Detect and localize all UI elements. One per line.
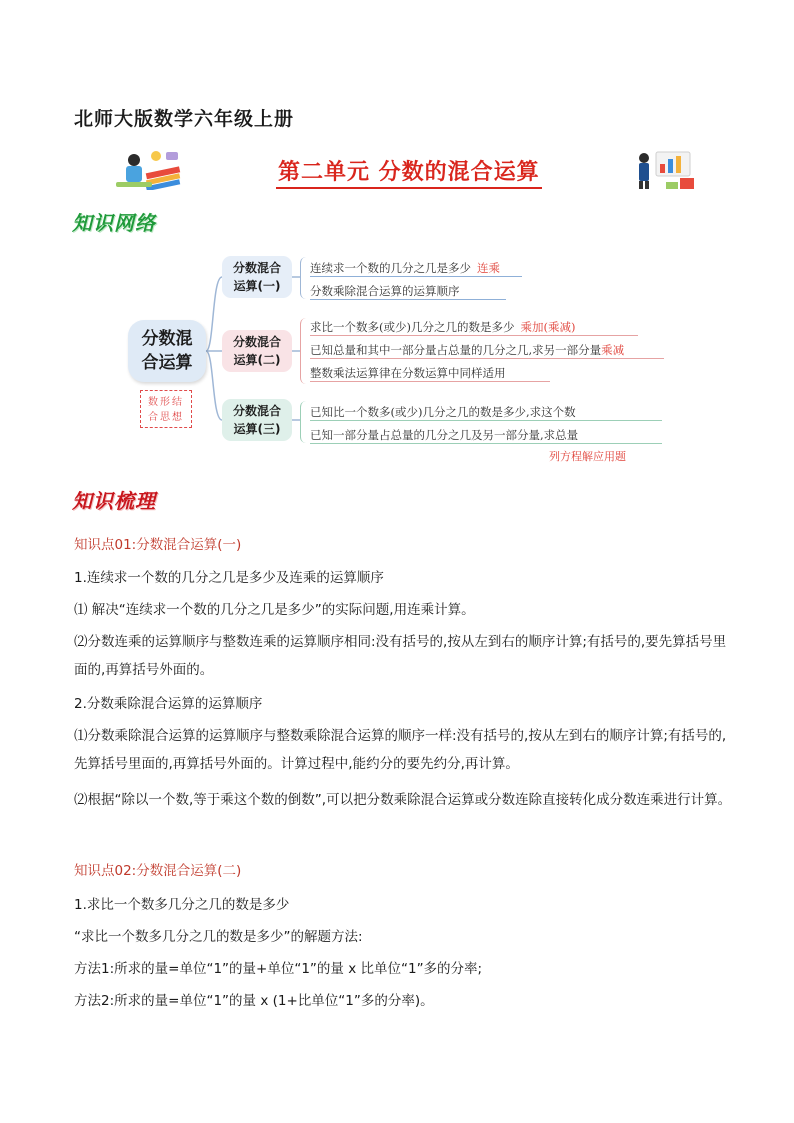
- unit-title: 第二单元 分数的混合运算: [276, 155, 542, 189]
- branch-3-line-1: 分数混合: [232, 404, 281, 418]
- leaf-text: 求比一个数多(或少)几分之几的数是多少: [310, 320, 515, 334]
- branch-3-node: [222, 399, 292, 441]
- knowledge-network-heading: 知识网络: [72, 211, 156, 235]
- note-line-2: 合思想: [148, 412, 184, 423]
- leaf-text: 整数乘法运算律在分数运算中同样适用: [310, 366, 506, 380]
- kp1-para-3: ⑵分数连乘的运算顺序与整数连乘的运算顺序相同:没有括号的,按从左到右的顺序计算;有括号的,要先算括号里面的,再算括号外面的。: [74, 634, 727, 678]
- branch-2-bracket: [300, 318, 307, 384]
- leaf-tag: 乘减: [601, 343, 625, 357]
- branch-1-line-1: 分数混合: [232, 261, 281, 275]
- center-line-2: 合运算: [141, 353, 193, 373]
- note-line-1: 数形结: [148, 397, 184, 408]
- branch-3-footnote: 列方程解应用题: [549, 450, 626, 463]
- mindmap-connectors: [0, 0, 794, 470]
- branch-1-leaf-2: [310, 283, 506, 300]
- kp1-para-6: ⑵根据“除以一个数,等于乘这个数的倒数”,可以把分数乘除混合运算或分数连除直接转化成分数连乘进行计算。: [74, 792, 732, 808]
- branch-3-line-2: 运算(三): [233, 422, 281, 436]
- leaf-text: 连续求一个数的几分之几是多少: [310, 261, 471, 275]
- branch-2-line-1: 分数混合: [232, 335, 281, 349]
- leaf-tag: 连乘: [477, 261, 500, 275]
- leaf-text: 分数乘除混合运算的运算顺序: [310, 284, 460, 298]
- kp2-para-4: 方法2:所求的量=单位“1”的量 x (1+比单位“1”多的分率)。: [74, 993, 434, 1009]
- branch-1-node: [222, 256, 292, 298]
- branch-1-line-2: 运算(一): [233, 279, 281, 293]
- mindmap-center-node: [128, 320, 206, 382]
- leaf-text: 已知比一个数多(或少)几分之几的数是多少,求这个数: [310, 405, 576, 419]
- kp2-para-2: “求比一个数多几分之几的数是多少”的解题方法:: [74, 929, 363, 945]
- kp2-para-1: 1.求比一个数多几分之几的数是多少: [74, 897, 290, 913]
- knowledge-review-heading: 知识梳理: [72, 489, 156, 513]
- leaf-text: 已知一部分量占总量的几分之几及另一部分量,求总量: [310, 428, 579, 442]
- branch-2-leaf-3: [310, 365, 550, 382]
- branch-1-leaf-1: [310, 260, 522, 277]
- branch-3-leaf-1: [310, 404, 662, 421]
- leaf-text: 已知总量和其中一部分量占总量的几分之几,求另一部分量: [310, 343, 602, 357]
- branch-2-node: [222, 330, 292, 372]
- kp1-para-2: ⑴ 解决“连续求一个数的几分之几是多少”的实际问题,用连乘计算。: [74, 602, 475, 618]
- kp1-para-5: ⑴分数乘除混合运算的运算顺序与整数乘除混合运算的顺序一样:没有括号的,按从左到右的顺序计算;有括号的,先算括号里面的,再算括号外面的。计算过程中,能约分的要先约分,再计算。: [74, 728, 727, 772]
- kp1-para-4: 2.分数乘除混合运算的运算顺序: [74, 696, 263, 712]
- mindmap-note: [140, 390, 192, 428]
- branch-3-leaf-2: [310, 427, 662, 444]
- branch-1-bracket: [300, 257, 307, 299]
- kp1-para-1: 1.连续求一个数的几分之几是多少及连乘的运算顺序: [74, 570, 384, 586]
- branch-2-leaf-2: [310, 342, 664, 359]
- branch-2-leaf-1: [310, 319, 638, 336]
- kp1-title: 知识点01:分数混合运算(一): [74, 537, 242, 553]
- branch-3-bracket: [300, 401, 307, 443]
- kp2-title: 知识点02:分数混合运算(二): [74, 863, 242, 879]
- center-line-1: 分数混: [141, 329, 193, 349]
- leaf-tag: 乘加(乘减): [520, 320, 576, 334]
- book-title: 北师大版数学六年级上册: [74, 108, 295, 130]
- kp2-para-3: 方法1:所求的量=单位“1”的量+单位“1”的量 x 比单位“1”多的分率;: [74, 961, 483, 977]
- branch-2-line-2: 运算(二): [233, 353, 281, 367]
